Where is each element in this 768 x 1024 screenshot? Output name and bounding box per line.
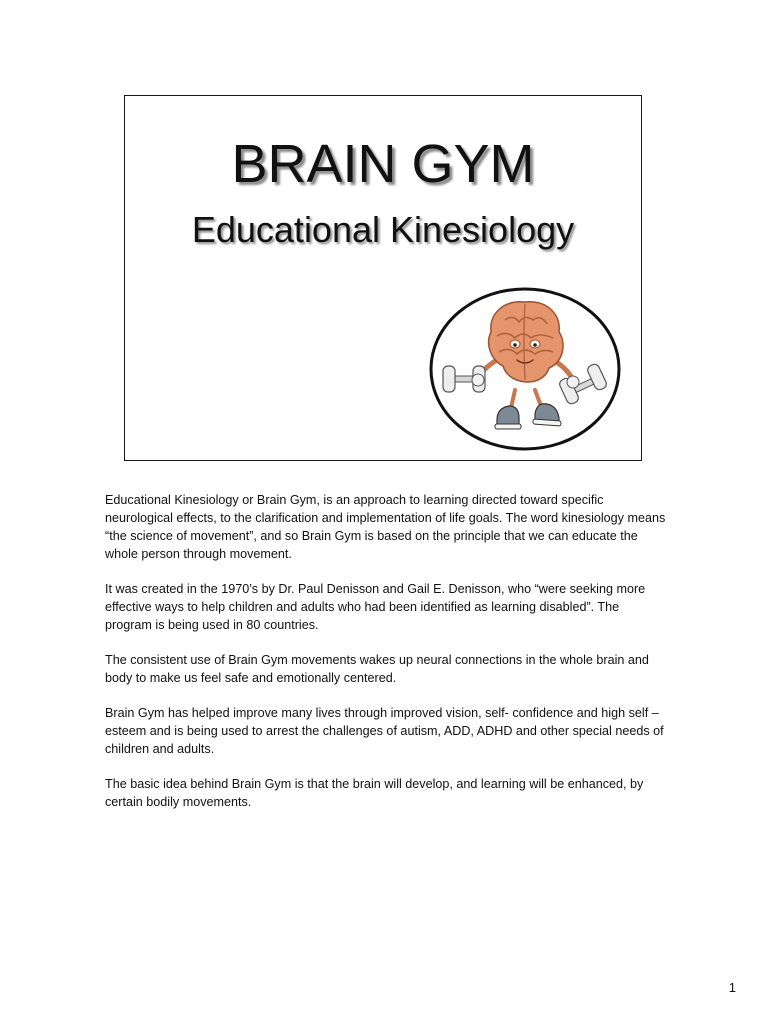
brain-lifting-dumbbells-icon xyxy=(427,286,623,452)
right-hand xyxy=(567,376,579,388)
slide-subtitle: Educational Kinesiology xyxy=(191,209,575,250)
paragraph-2: It was created in the 1970’s by Dr. Paul Denisson and Gail E. Denisson, who “were seeking more effective ways to help children and adults who had been identified as learning disabled”. The program is being used in 80 countries. xyxy=(105,582,646,632)
paragraph-3: The consistent use of Brain Gym movements wakes up neural connections in the whole brain and body to make us feel safe and emotionally centered. xyxy=(105,653,649,685)
page-number: 1 xyxy=(728,980,736,995)
left-hand xyxy=(472,374,484,386)
paragraph-4: Brain Gym has helped improve many lives through improved vision, self- confidence and high self – esteem and is being used to arrest the challenges of autism, ADD, ADHD and other special needs of children and adults. xyxy=(105,706,664,756)
slide-title: BRAIN GYM xyxy=(231,134,535,194)
paragraph-5: The basic idea behind Brain Gym is that the brain will develop, and learning will be enhanced, by certain bodily movements. xyxy=(105,777,644,809)
paragraph-1: Educational Kinesiology or Brain Gym, is an approach to learning directed toward specific neurological effects, to the clarification and implementation of life goals. The word kinesiology means “the science of movement”, and so Brain Gym is based on the principle that we can educate the whole person through movement. xyxy=(105,493,666,561)
body-text xyxy=(105,491,667,828)
title-slide xyxy=(124,95,642,461)
